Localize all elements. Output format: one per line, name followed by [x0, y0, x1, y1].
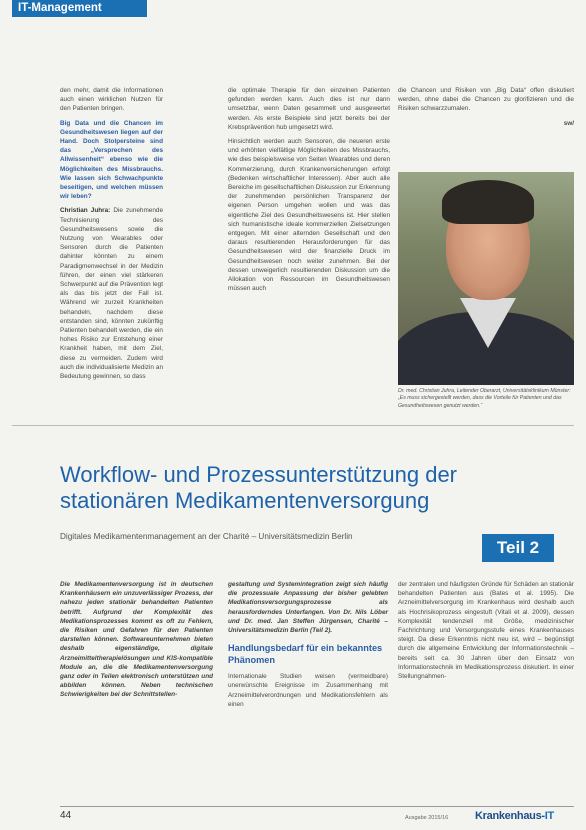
- article-column-3: [398, 580, 574, 686]
- portrait-photo: [398, 172, 574, 385]
- photo-caption: Dr. med. Christian Juhra, Leitender Oberarzt, Universitätsklinikum Münster: „Es muss sichergestellt werden, dass die Vorteile für Patienten und das Gesundheitswesen genutzt werden.“: [398, 388, 571, 409]
- paragraph: den mehr, damit die Informationen auch einen wirklichen Nutzen für den Patienten bringen.: [60, 87, 163, 113]
- section-header: IT-Management: [12, 0, 147, 17]
- interview-column-1: [60, 86, 163, 386]
- speaker-name: Christian Juhra:: [60, 207, 111, 215]
- issue-label: Ausgabe 2015/16: [405, 815, 449, 821]
- footer-divider: [60, 806, 574, 807]
- section-divider: [12, 425, 574, 426]
- publication-logo: [475, 810, 554, 822]
- article-column-1: [60, 580, 213, 705]
- paragraph: die optimale Therapie für den einzelnen Patienten gefunden werden kann. Auch dies ist nur dann umsetzbar, wenn Daten gesammelt und ausgewertet werden. Als erste Beispiele sind jetzt bereits bei der Krebsprävention hub umgesetzt wird.: [228, 87, 390, 131]
- logo-it-mark: IT: [544, 810, 554, 822]
- interview-question: Big Data und die Chancen im Gesundheitswesen liegen auf der Hand. Doch Stolpersteine sind das „Versprechen des Allwissenheit“ ebenso wie die Möglichkeiten des Missbrauchs. Wie lassen sich Schwachpunkte beseitigen, und welchen müssen wir leben?: [60, 119, 163, 201]
- paragraph: der zentralen und häufigsten Gründe für Schäden an stationär behandelten Patienten aus (Bates et al. 1995). Die Arzneimittelversorgung im Krankenhaus wird deshalb auch als Hochrisikoprozess eingestuft (Vitali et al. 2009), dessen Komplexität tendenziell mit Größe, medizinischer Fachrichtung und Versorgungsstufe eines Krankenhauses steigt. Da diese Erkenntnis nicht neu ist, wird – begünstigt durch die allgemeine Entwicklung der Informationstechnik – bereits seit ca. 30 Jahren über den Einsatz von Informationstechnik im Medikationsprozess diskutiert. In einer Stellungnahmen-: [398, 581, 574, 681]
- paragraph: Hinsichtlich werden auch Sensoren, die neueren erste und erhöhten vielfältige Möglichkeiten des Missbrauchs, wie dies beispielsweise von Seiten Wearables und deren Kommerzierung, durch Krankenversicherungen erfolgt (Bedenken wirtschaftlicher Interessen). Aber auch alle Bereiche im gesellschaftlichen Diskussion zur Erkennung der zunehmenden persönlichen Transparenz der eigenen Person umgehen wollen und was das eigentliche Ziel des Gesundheitswesens ist. Hier stellen sich humanistische ideale kommerziellen Zielsetzungen entgegen. Mit einer alternden Gesellschaft und den daraus resultierenden Herausforderungen für das Gesundheitswesen wird der finanzielle Druck im Gesundheitswesen noch weiter zunehmen. Bei der dessen unweigerlich resultierenden Diskussion um die Allokation von Ressourcen im Gesundheitswesen müssen auch: [228, 138, 390, 293]
- interview-column-2: [228, 86, 390, 298]
- logo-text: Krankenhaus-: [475, 810, 545, 822]
- article-column-2: [228, 580, 388, 714]
- article-subtitle: Digitales Medikamentenmanagement an der Charité – Universitätsmedizin Berlin: [60, 532, 353, 541]
- paragraph: [60, 206, 163, 381]
- teaser-text: gestaltung und Systemintegration zeigt sich häufig die prozessuale Anpassung der bisher gelebten Medikationsversorgungsprozesse als herausforderndes Unterfangen. Von Dr. Nils Löber und Dr. med. Jan Steffen Jürgensen, Charité – Universitätsmedizin Berlin (Teil 2).: [228, 581, 388, 635]
- interview-column-3: [398, 86, 574, 133]
- part-badge: Teil 2: [482, 534, 554, 562]
- section-heading: Handlungsbedarf für ein bekanntes Phänomen: [228, 643, 383, 665]
- answer-text: Die zunehmende Technisierung des Gesundheitswesens sowie die Nutzung von Wearables oder Sensoren durch die Patienten dahinter könnten zu einem Paradigmenwechsel in der Medizin führen, der einen viel stärkeren Schwerpunkt auf die Prävention legt als das bis jetzt der Fall ist. Während wir zurzeit Krankheiten behandeln, nachdem diese entstanden sind, könnten zukünftig Patienten behandelt werden, die ein hohes Risiko zur Entstehung einer Krankheit haben, mit dem Ziel, diese zu vermeiden. Zudem wird auch die individualisierte Medizin an Bedeutung gewinnen, so dass: [60, 207, 163, 381]
- page-number: 44: [60, 810, 72, 821]
- paragraph: die Chancen und Risiken von „Big Data“ offen diskutiert werden, ohne dabei die Chancen zu glorifizieren und die Risiken schwarzzumalen.: [398, 87, 574, 113]
- teaser-text: Die Medikamentenversorgung ist in deutschen Krankenhäusern ein unzuverlässiger Prozess, der nahezu jeden stationär behandelten Patienten betrifft. Aufgrund der Komplexität des Medikationsprozesses kommt es oft zu Fehlern, die Risiken und Gefahren für den Patienten darstellen können. Softwareunternehmen bieten deshalb eigenständige, digitale Arzneimitteltherapielösungen und KIS-kompatible Module an, die die Medikamentenversorgung ganz oder in Teilen elektronisch unterstützen und abbilden können. Neben technischen Schwierigkeiten bei der Schnittstellen-: [60, 581, 213, 699]
- author-signature: sw/: [563, 119, 574, 127]
- article-title: Workflow- und Prozessunterstützung der stationären Medikamentenversorgung: [60, 462, 457, 513]
- paragraph: Internationale Studien weisen (vermeidbare) unerwünschte Ereignisse im Zusammenhang mit Arzneimittelverordnungen und Medikationsfehlern als einen: [228, 673, 388, 708]
- portrait-hair: [442, 180, 534, 224]
